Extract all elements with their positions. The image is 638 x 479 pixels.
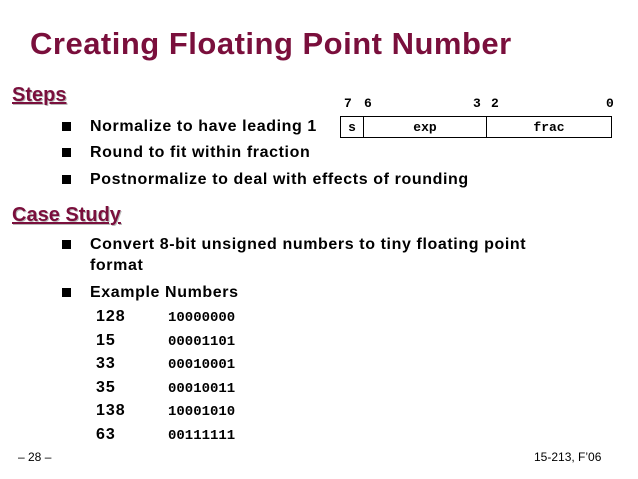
course-label: 15-213, F’06	[534, 450, 602, 464]
fraction-field: frac	[533, 119, 565, 135]
bit-label: 3	[473, 96, 481, 111]
decimal-value: 138	[96, 402, 126, 419]
step-text: Round to fit within fraction	[90, 144, 311, 161]
page-number: – 28 –	[18, 450, 52, 464]
steps-heading: Steps	[12, 84, 67, 106]
slide-title: Creating Floating Point Number	[30, 26, 512, 61]
decimal-value: 128	[96, 308, 126, 325]
decimal-value: 15	[96, 331, 116, 349]
decimal-value: 33	[96, 355, 116, 372]
square-bullet-icon	[62, 122, 71, 131]
binary-value: 10001010	[168, 404, 236, 420]
decimal-value: 63	[96, 425, 116, 443]
bit-label: 6	[364, 96, 372, 111]
bit-field-box	[340, 116, 612, 138]
step-text: Postnormalize to deal with effects of rounding	[90, 171, 469, 188]
square-bullet-icon	[62, 175, 71, 184]
case-study-heading: Case Study	[12, 204, 121, 226]
exponent-field: exp	[364, 117, 487, 137]
step-text: Normalize to have leading 1	[90, 118, 317, 135]
case-text: Example Numbers	[90, 284, 239, 301]
binary-value: 00111111	[168, 427, 236, 444]
bit-label: 0	[606, 96, 614, 111]
square-bullet-icon	[62, 288, 71, 297]
square-bullet-icon	[62, 148, 71, 157]
binary-value: 00010011	[168, 380, 236, 397]
square-bullet-icon	[62, 240, 71, 249]
bit-label: 2	[491, 96, 499, 111]
binary-value: 00001101	[168, 333, 236, 350]
case-text: Convert 8-bit unsigned numbers to tiny floating point	[90, 236, 527, 253]
case-text-continuation: format	[90, 257, 144, 274]
binary-value: 00010001	[168, 357, 236, 373]
sign-field: s	[341, 117, 364, 137]
decimal-value: 35	[96, 378, 116, 396]
bit-label: 7	[344, 96, 352, 111]
binary-value: 10000000	[168, 310, 236, 326]
float-format-diagram	[336, 96, 616, 142]
